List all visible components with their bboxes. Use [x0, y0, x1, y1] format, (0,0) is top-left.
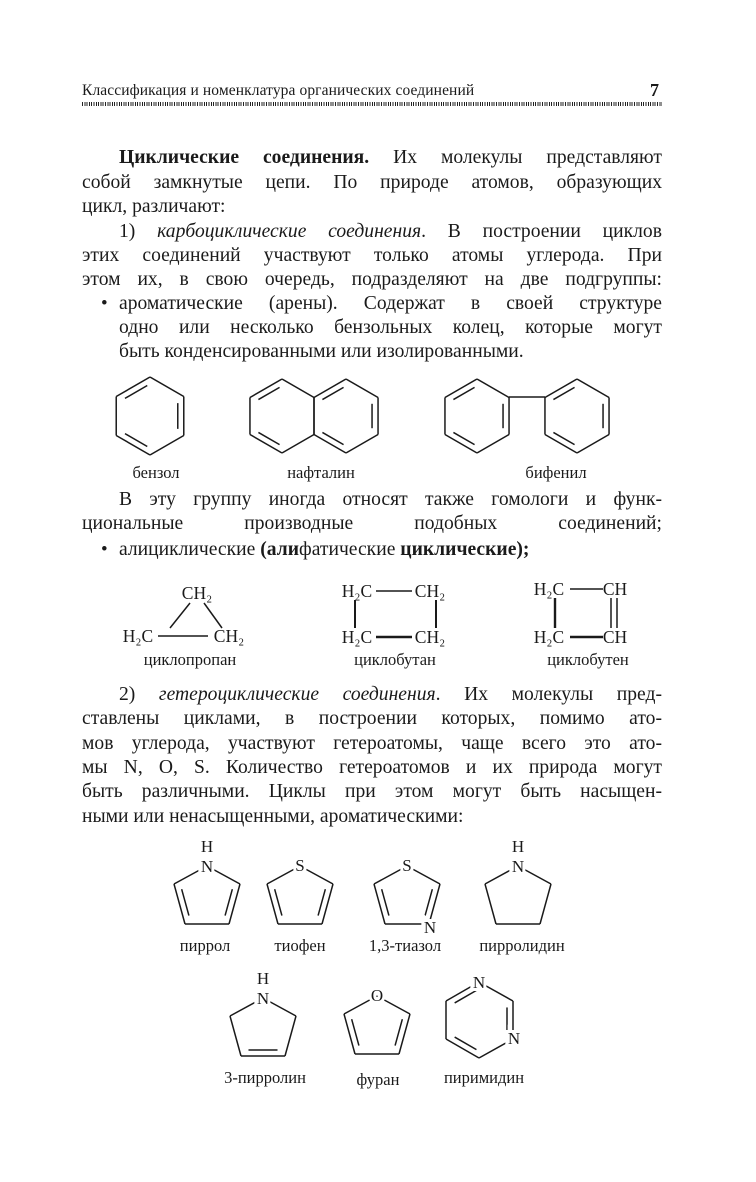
bullet-icon: •: [101, 539, 108, 560]
atom-group: CH₂: [414, 581, 446, 601]
atom-group: H₂C: [533, 579, 565, 599]
bond-line: [322, 884, 333, 924]
italic-term: карбоциклические соединения: [157, 221, 422, 242]
atom-o: O: [370, 986, 384, 1005]
bond-line: [230, 1016, 241, 1056]
bond-line: [344, 1014, 355, 1054]
text-line: ароматические (арены). Содержат в своей структуре: [119, 293, 662, 314]
atom-group: CH: [602, 627, 628, 647]
text: Их молекулы представляют: [369, 147, 662, 168]
bond-line: [229, 884, 240, 924]
bond-line: [477, 435, 509, 454]
bond-line: [577, 435, 609, 454]
label-pyrroline: 3-пирролин: [224, 1068, 306, 1087]
label-cyclobutane: циклобутан: [354, 650, 436, 669]
bond-line: [150, 436, 184, 456]
bond-line: [322, 432, 343, 444]
bond-line: [267, 884, 278, 924]
bond-line: [318, 889, 325, 915]
atom-group: CH₂: [414, 627, 446, 647]
bond-line: [399, 1014, 410, 1054]
bond-line: [225, 889, 232, 915]
bond-line: [174, 884, 185, 924]
text-line: мов углерода, участвуют гетероатомы, чаще всего это ато-: [82, 733, 662, 754]
bond-line: [382, 889, 389, 915]
bond-line: [453, 432, 474, 444]
bond-line: [553, 387, 574, 399]
bond-line: [282, 379, 314, 398]
label-pyrimidine: пиримидин: [443, 1068, 525, 1087]
bond-line: [258, 432, 279, 444]
atom-n: N: [511, 857, 525, 876]
bond-line: [374, 884, 385, 924]
atom-n: N: [423, 918, 437, 937]
page-number: 7: [650, 80, 659, 100]
text: 1): [119, 221, 158, 242]
bond-line: [455, 1037, 477, 1050]
text: . В построении циклов: [421, 221, 662, 242]
label-cyclobutene: циклобутен: [547, 650, 629, 669]
text-line: собой замкнутые цепи. По природе атомов, образующих: [82, 172, 662, 193]
label-benzene: бензол: [132, 463, 180, 482]
bond-line: [395, 1019, 402, 1045]
bond-line: [182, 889, 189, 915]
bond-line: [346, 379, 378, 398]
bond-line: [352, 1019, 359, 1045]
label-thiophene: тиофен: [274, 936, 326, 955]
atom-h: H: [256, 969, 270, 988]
atom-group: H₂C: [341, 581, 373, 601]
bond-line: [553, 432, 574, 444]
text-line: этих соединений участвуют только атомы углерода. При: [82, 245, 662, 266]
bond-line: [346, 435, 378, 454]
atom-group: CH: [602, 579, 628, 599]
bond-line: [453, 387, 474, 399]
atom-group: H₂C: [122, 626, 154, 646]
text: фатические: [299, 539, 401, 560]
bond-line: [170, 603, 190, 628]
atom-group: CH₂: [181, 583, 213, 603]
atom-n: N: [200, 857, 214, 876]
bond-line: [125, 386, 147, 399]
text-line: быть различными. Циклы при этом могут быть насыщен-: [82, 781, 662, 802]
label-naphthalene: нафталин: [287, 463, 355, 482]
bond-line: [485, 884, 496, 924]
text-line: этом их, в свою очередь, подразделяют на две подгруппы:: [82, 269, 662, 290]
bold-text: (али: [260, 539, 300, 560]
text: 2): [119, 684, 159, 705]
text-line: ными или ненасыщенными, ароматическими:: [82, 806, 464, 827]
text-line: быть конденсированными или изолированными.: [119, 341, 524, 362]
label-cyclopropane: циклопропан: [143, 650, 237, 669]
bond-line: [150, 377, 184, 397]
atom-s: S: [295, 856, 305, 875]
bold-text: циклические);: [400, 539, 530, 560]
bond-line: [282, 435, 314, 454]
bond-line: [407, 866, 440, 884]
atom-h: H: [511, 837, 525, 856]
text-line: ставлены циклами, в построении которых, помимо ато-: [82, 708, 662, 729]
atom-h: H: [200, 837, 214, 856]
text-line: циональные производные подобных соединений;: [82, 513, 662, 534]
running-header-title: Классификация и номенклатура органических соединений: [82, 82, 475, 99]
bond-line: [125, 434, 147, 447]
bold-term: Циклические соединения.: [119, 147, 370, 168]
italic-term: гетероциклические соединения: [158, 684, 436, 705]
label-pyrrolidine: пирролидин: [479, 936, 565, 955]
bond-line: [204, 603, 222, 628]
bond-line: [322, 387, 343, 399]
text: . Их молекулы пред-: [435, 684, 662, 705]
bond-line: [300, 866, 333, 884]
bond-line: [477, 379, 509, 398]
label-thiazole: 1,3-тиазол: [368, 936, 442, 955]
bond-line: [425, 889, 432, 915]
bond-line: [540, 884, 551, 924]
bond-line: [258, 387, 279, 399]
text-line: мы N, O, S. Количество гетероатомов и их природа могут: [82, 757, 662, 778]
label-biphenyl: бифенил: [525, 463, 587, 482]
atom-n: N: [507, 1029, 521, 1048]
atom-n: N: [256, 989, 270, 1008]
bond-line: [285, 1016, 296, 1056]
label-furan: фуран: [356, 1070, 400, 1089]
text-line: В эту группу иногда относят также гомологи и функ-: [119, 489, 662, 510]
bond-line: [577, 379, 609, 398]
atom-group: H₂C: [533, 627, 565, 647]
atom-group: CH₂: [213, 626, 245, 646]
atom-n: N: [472, 973, 486, 992]
label-pyrrole: пиррол: [179, 936, 231, 955]
text: алициклические: [119, 539, 261, 560]
text-line: одно или несколько бензольных колец, которые могут: [119, 317, 662, 338]
text-line: цикл, различают:: [82, 196, 226, 217]
bond-line: [275, 889, 282, 915]
bond-line: [455, 990, 477, 1003]
atom-s: S: [402, 856, 412, 875]
bullet-icon: •: [101, 293, 108, 314]
atom-group: H₂C: [341, 627, 373, 647]
